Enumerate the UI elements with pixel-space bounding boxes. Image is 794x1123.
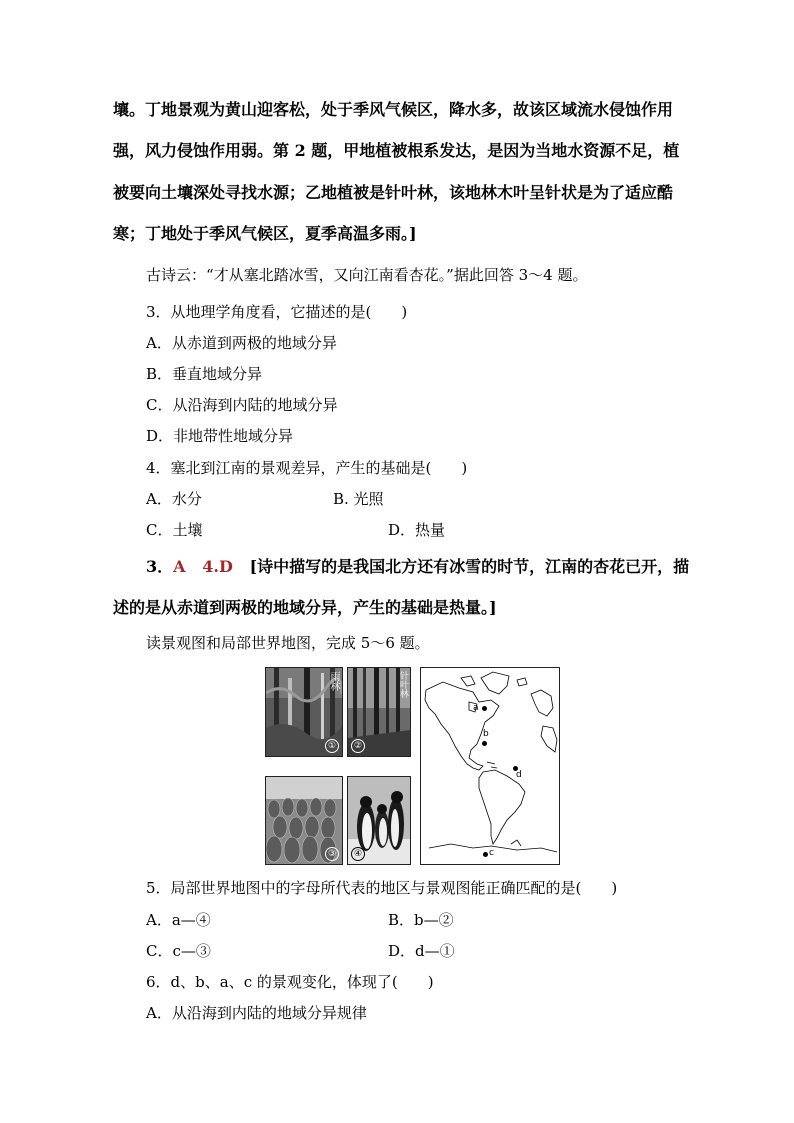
map-point-a-label: a xyxy=(473,703,479,713)
answer-prefix: 3． xyxy=(146,557,174,576)
q5-option-d: D．d—① xyxy=(388,942,455,960)
answer-3-4-line-1 xyxy=(146,559,689,575)
q3-option-a: A．从赤道到两极的地域分异 xyxy=(146,334,337,352)
q4-option-b: B. 光照 xyxy=(333,490,384,508)
photo-2-number: ② xyxy=(351,739,365,753)
americas-map-outline xyxy=(421,668,559,864)
map-point-b-label: b xyxy=(483,729,489,739)
answer-3-4-line-2: 述的是从赤道到两极的地域分异，产生的基础是热量。] xyxy=(113,598,497,617)
landscape-photo-3 xyxy=(265,776,343,865)
map-point-d-label: d xyxy=(516,770,522,780)
photo-2-tag: 针叶林 xyxy=(398,671,408,698)
map-point-c-label: c xyxy=(489,848,494,858)
q4-option-d: D．热量 xyxy=(388,521,446,539)
photo-4-number: ④ xyxy=(351,847,365,861)
q3-option-b: B．垂直地域分异 xyxy=(146,365,263,383)
q5-option-a: A．a—④ xyxy=(146,911,211,929)
landscape-photo-2 xyxy=(347,667,411,757)
answer-text-line-1: 壤。丁地景观为黄山迎客松，处于季风气候区，降水多，故该区域流水侵蚀作用 xyxy=(113,100,674,119)
landscape-photo-1 xyxy=(265,667,343,757)
intro-3-4: 古诗云：“才从塞北踏冰雪，又向江南看杏花。”据此回答 3～4 题。 xyxy=(146,266,588,284)
q5-stem: 5．局部世界地图中的字母所代表的地区与景观图能正确匹配的是( ) xyxy=(146,879,618,897)
world-map xyxy=(420,667,560,865)
q4-option-c: C．土壤 xyxy=(146,521,203,539)
answer-4-letter: 4.D xyxy=(202,557,233,576)
q4-stem: 4．塞北到江南的景观差异，产生的基础是( ) xyxy=(146,459,468,477)
q3-option-d: D．非地带性地域分异 xyxy=(146,427,294,445)
map-point-c-marker xyxy=(483,852,488,857)
q5-option-b: B．b—② xyxy=(388,911,454,929)
map-point-a-marker xyxy=(482,706,487,711)
photo-1-tag: 雨林 xyxy=(328,671,339,691)
answer-3-4-text: [诗中描写的是我国北方还有冰雪的时节，江南的杏花已开，描 xyxy=(249,557,690,576)
q5-option-c: C．c—③ xyxy=(146,942,211,960)
photo-1-number: ① xyxy=(325,739,339,753)
answer-3-letter: A xyxy=(173,557,186,576)
map-point-b-marker xyxy=(482,741,487,746)
answer-text-line-2: 强，风力侵蚀作用弱。第 2 题，甲地植被根系发达，是因为当地水资源不足，植 xyxy=(113,141,680,160)
answer-text-line-3: 被要向土壤深处寻找水源；乙地植被是针叶林，该地林木叶呈针状是为了适应酷 xyxy=(113,183,674,202)
landscape-photo-4 xyxy=(347,776,411,865)
intro-5-6: 读景观图和局部世界地图，完成 5～6 题。 xyxy=(146,634,430,652)
answer-text-line-4: 寒；丁地处于季风气候区，夏季高温多雨。] xyxy=(113,224,417,243)
q6-option-a: A．从沿海到内陆的地域分异规律 xyxy=(146,1004,367,1022)
photo-3-number: ③ xyxy=(325,847,339,861)
q6-stem: 6．d、b、a、c 的景观变化，体现了( ) xyxy=(146,973,434,991)
q3-option-c: C．从沿海到内陆的地域分异 xyxy=(146,396,338,414)
q3-stem: 3．从地理学角度看，它描述的是( ) xyxy=(146,303,408,321)
q4-option-a: A．水分 xyxy=(146,490,202,508)
